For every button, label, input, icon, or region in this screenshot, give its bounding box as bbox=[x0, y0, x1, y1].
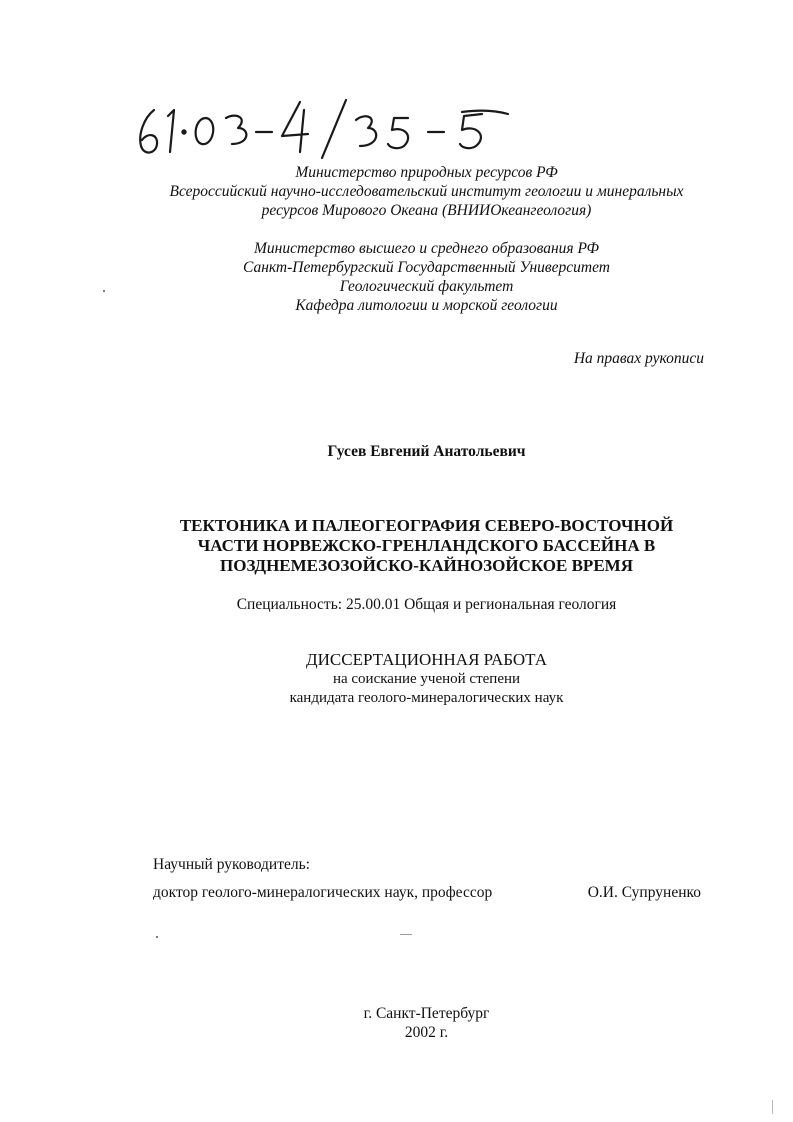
title-line-3: ПОЗДНЕМЕЗОЗОЙСКО-КАЙНОЗОЙСКОЕ ВРЕМЯ bbox=[220, 556, 633, 575]
dissertation-type: ДИССЕРТАЦИОННАЯ РАБОТА bbox=[306, 650, 547, 669]
supervisor-name: О.И. Супруненко bbox=[587, 884, 701, 901]
title-line-1: ТЕКТОНИКА И ПАЛЕОГЕОГРАФИЯ СЕВЕРО-ВОСТОЧНОЙ bbox=[179, 516, 674, 535]
org2-line-3: Геологический факультет bbox=[339, 278, 514, 295]
org1-line-1: Министерство природных ресурсов РФ bbox=[295, 164, 558, 181]
ministry-education-block bbox=[30, 239, 793, 315]
dissertation-purpose: на соискание ученой степени bbox=[332, 671, 521, 687]
dissertation-degree: кандидата геолого-минералогических наук bbox=[289, 690, 564, 706]
org1-line-2: Всероссийский научно-исследовательский институт геологии и минеральных bbox=[169, 183, 684, 200]
title-line-2: ЧАСТИ НОРВЕЖСКО-ГРЕНЛАНДСКОГО БАССЕЙНА В bbox=[197, 536, 656, 555]
specialty-line: Специальность: 25.00.01 Общая и региональная геология bbox=[236, 596, 617, 613]
city: г. Санкт-Петербург bbox=[363, 1005, 490, 1022]
handwritten-code-drawing bbox=[132, 96, 522, 166]
manuscript-rights-note: На правах рукописи bbox=[573, 350, 704, 367]
org2-line-4: Кафедра литологии и морской геологии bbox=[295, 297, 558, 314]
place-and-year bbox=[0, 1004, 793, 1042]
dissertation-title bbox=[0, 516, 793, 576]
author-name: Гусев Евгений Анатольевич bbox=[327, 443, 526, 460]
scan-speck bbox=[156, 936, 158, 938]
scan-speck bbox=[772, 1100, 773, 1114]
year: 2002 г. bbox=[404, 1024, 449, 1041]
org2-line-2: Санкт-Петербургский Государственный Университет bbox=[243, 259, 610, 276]
ministry-natural-resources-block bbox=[30, 163, 793, 220]
handwritten-catalog-code bbox=[132, 96, 522, 166]
org1-line-3: ресурсов Мирового Океана (ВНИИОкеангеология) bbox=[261, 202, 592, 219]
supervisor-degree: доктор геолого-минералогических наук, профессор bbox=[153, 884, 493, 901]
scan-speck bbox=[400, 934, 412, 935]
dissertation-type-block bbox=[0, 650, 793, 708]
org2-line-1: Министерство высшего и среднего образования РФ bbox=[253, 240, 600, 257]
supervisor-label: Научный руководитель: bbox=[153, 856, 310, 873]
scan-speck bbox=[103, 290, 105, 292]
